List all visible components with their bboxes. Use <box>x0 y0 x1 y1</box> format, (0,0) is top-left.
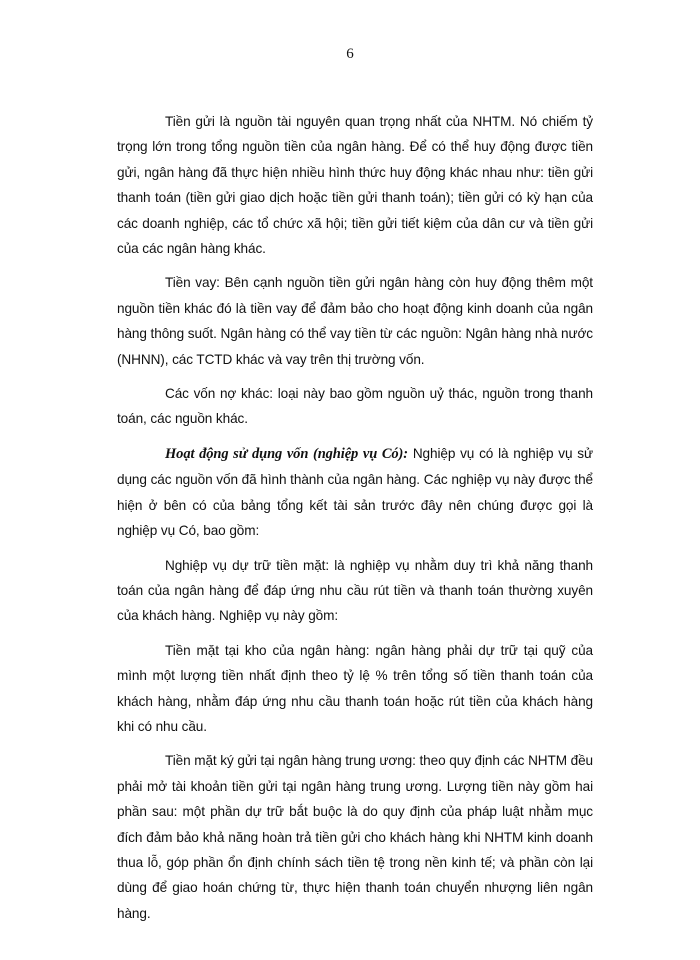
document-body <box>117 109 593 935</box>
section-intro: Nghiệp vụ có là nghiệp vụ sử dụng các nguồn vốn đã hình thành của ngân hàng. Các nghiệp vụ này được thể hiện ở bên có của bảng tổng kết tài sản trước đây nên chúng được gọi là nghiệp vụ Có, bao gồm: <box>117 445 593 539</box>
page-number: 6 <box>346 46 354 62</box>
paragraph-borrowings: Tiền vay: Bên cạnh nguồn tiền gửi ngân hàng còn huy động thêm một nguồn tiền khác đó là tiền vay để đảm bảo cho hoạt động kinh doanh của ngân hàng thông suốt. Ngân hàng có thể vay tiền từ các nguồn: Ngân hàng nhà nước (NHNN), các TCTD khác và vay trên thị trường vốn. <box>117 275 593 367</box>
paragraph-deposits: Tiền gửi là nguồn tài nguyên quan trọng nhất của NHTM. Nó chiếm tỷ trọng lớn trong tổng nguồn tiền của ngân hàng. Để có thể huy động được tiền gửi, ngân hàng đã thực hiện nhiều hình thức huy động khác nhau như: tiền gửi thanh toán (tiền gửi giao dịch hoặc tiền gửi thanh toán); tiền gửi có kỳ hạn của các doanh nghiệp, các tổ chức xã hội; tiền gửi tiết kiệm của dân cư và tiền gửi của các ngân hàng khác. <box>117 114 593 257</box>
section-heading: Hoạt động sử dụng vốn (nghiệp vụ Có): <box>165 445 408 462</box>
paragraph-vault-cash: Tiền mặt tại kho của ngân hàng: ngân hàng phải dự trữ tại quỹ của mình một lượng tiền nhất định theo tỷ lệ % trên tổng số tiền thanh toán của khách hàng, nhằm đáp ứng nhu cầu thanh toán hoặc rút tiền của khách hàng khi có nhu cầu. <box>117 642 593 734</box>
paragraph-asset-operations <box>117 441 593 544</box>
paragraph-central-bank-deposits: Tiền mặt ký gửi tại ngân hàng trung ương: theo quy định các NHTM đều phải mở tài khoản tiền gửi tại ngân hàng trung ương. Lượng tiền này gồm hai phần sau: một phần dự trữ bắt buộc là do quy định của pháp luật nhằm mục đích đảm bảo khả năng hoàn trả tiền gửi cho khách hàng khi NHTM kinh doanh thua lỗ, góp phần ổn định chính sách tiền tệ trong nền kinh tế; và phần còn lại dùng để giao hoán chứng từ, thực hiện thanh toán chuyển nhượng liên ngân hàng. <box>117 753 593 921</box>
paragraph-cash-reserve: Nghiệp vụ dự trữ tiền mặt: là nghiệp vụ nhằm duy trì khả năng thanh toán của ngân hàng để đáp ứng nhu cầu rút tiền và thanh toán thường xuyên của khách hàng. Nghiệp vụ này gồm: <box>117 557 593 624</box>
paragraph-other-liabilities: Các vốn nợ khác: loại này bao gồm nguồn uỷ thác, nguồn trong thanh toán, các nguồn khác. <box>117 386 593 427</box>
